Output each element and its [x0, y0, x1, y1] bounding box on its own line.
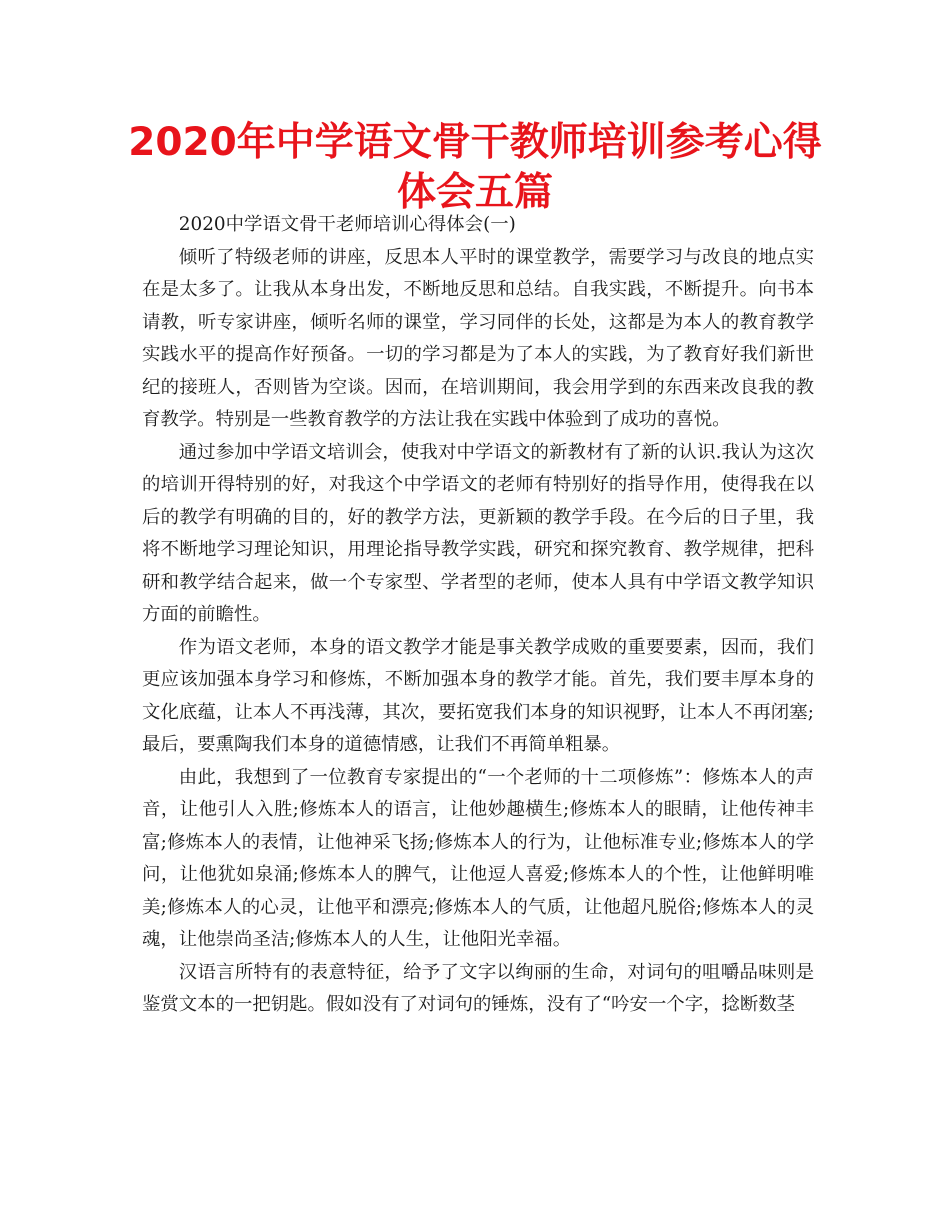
paragraph-4: 由此，我想到了一位教育专家提出的“一个老师的十二项修炼”：修炼本人的声音，让他引人入胜;修炼本人的语言，让他妙趣横生;修炼本人的眼睛，让他传神丰富;修炼本人的表情，让他神采飞扬;修炼本人的行为，让他标准专业;修炼本人的学问，让他犹如泉涌;修炼本人的脾气，让他逗人喜爱;修炼本人的个性，让他鲜明唯美;修炼本人的心灵，让他平和漂亮;修炼本人的气质，让他超凡脱俗;修炼本人的灵魂，让他崇尚圣洁;修炼本人的人生，让他阳光幸福。	[142, 766, 814, 950]
document-body	[142, 209, 814, 1022]
paragraph-1: 倾听了特级老师的讲座，反思本人平时的课堂教学，需要学习与改良的地点实在是太多了。让我从本身出发，不断地反思和总结。自我实践，不断提升。向书本请教，听专家讲座，倾听名师的课堂，学习同伴的长处，这都是为本人的教育教学实践水平的提高作好预备。一切的学习都是为了本人的实践，为了教育好我们新世纪的接班人，否则皆为空谈。因而，在培训期间，我会用学到的东西来改良我的教育教学。特别是一些教育教学的方法让我在实践中体验到了成功的喜悦。	[142, 246, 814, 430]
section-heading: 2020中学语文骨干老师培训心得体会(一)	[178, 214, 516, 235]
document-title: 2020年中学语文骨干教师培训参考心得体会五篇	[128, 120, 822, 215]
paragraph-3: 作为语文老师，本身的语文教学才能是事关教学成败的重要要素，因而，我们更应该加强本身学习和修炼，不断加强本身的教学才能。首先，我们要丰厚本身的文化底蕴，让本人不再浅薄，其次，要拓宽我们本身的知识视野，让本人不再闭塞;最后，要熏陶我们本身的道德情感，让我们不再简单粗暴。	[142, 636, 814, 755]
paragraph-2: 通过参加中学语文培训会，使我对中学语文的新教材有了新的认识.我认为这次的培训开得特别的好，对我这个中学语文的老师有特别好的指导作用，使得我在以后的教学有明确的目的，好的教学方法，更新颖的教学手段。在今后的日子里，我将不断地学习理论知识，用理论指导教学实践，研究和探究教育、教学规律，把科研和教学结合起来，做一个专家型、学者型的老师，使本人具有中学语文教学知识方面的前瞻性。	[142, 441, 814, 625]
paragraph-5: 汉语言所特有的表意特征，给予了文字以绚丽的生命，对词句的咀嚼品味则是鉴赏文本的一把钥匙。假如没有了对词句的锤炼，没有了“吟安一个字，捻断数茎	[142, 961, 814, 1015]
